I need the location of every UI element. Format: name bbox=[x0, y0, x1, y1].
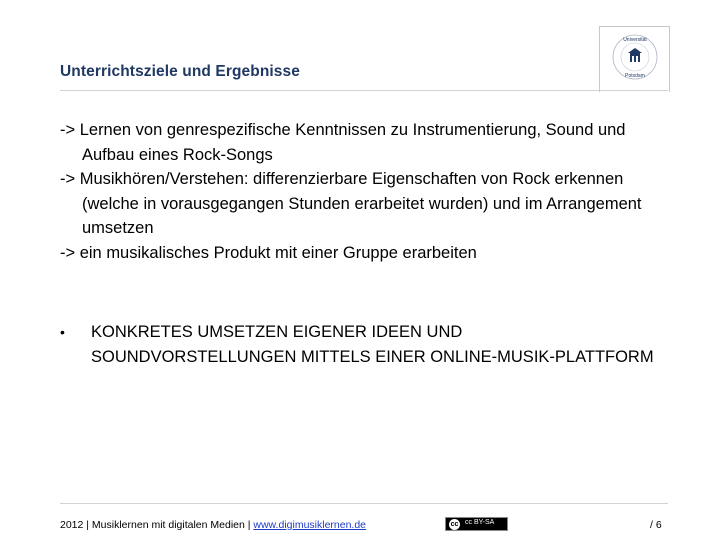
license-badge[interactable] bbox=[445, 517, 508, 531]
logo-arc-bottom: Potsdam bbox=[625, 73, 645, 79]
cc-icon: cc bbox=[450, 521, 459, 528]
footer bbox=[60, 519, 366, 531]
body-line-2: Aufbau eines Rock-Songs bbox=[82, 145, 273, 164]
slide-title: Unterrichtsziele und Ergebnisse bbox=[60, 63, 300, 80]
university-logo bbox=[599, 26, 670, 92]
title-divider bbox=[60, 90, 668, 91]
bullet-line-1: KONKRETES UMSETZEN EIGENER IDEEN UND bbox=[91, 323, 463, 341]
bullet-text bbox=[91, 320, 654, 370]
footer-text: 2012 | Musiklernen mit digitalen Medien | bbox=[60, 519, 254, 531]
body-line-5: umsetzen bbox=[82, 219, 154, 237]
body-line-6: -> ein musikalisches Produkt mit einer Gruppe erarbeiten bbox=[60, 243, 477, 262]
footer-link[interactable]: www.digimusiklernen.de bbox=[253, 519, 367, 531]
footer-divider bbox=[60, 503, 668, 504]
bullet-marker: • bbox=[60, 324, 65, 340]
bullet-line-2: SOUNDVORSTELLUNGEN MITTELS EINER ONLINE-MUSIK-PLATTFORM bbox=[91, 348, 654, 366]
university-seal-icon bbox=[600, 27, 669, 92]
body-line-4: (welche in vorausgegangen Stunden erarbeitet wurden) und im Arrangement bbox=[82, 194, 642, 213]
page-number: / 6 bbox=[650, 519, 662, 531]
body-text bbox=[60, 118, 680, 265]
license-badge-label: cc BY-SA bbox=[465, 519, 495, 526]
body-line-1: -> Lernen von genrespezifische Kenntnissen zu Instrumentierung, Sound und bbox=[60, 121, 626, 139]
logo-arc-top: Universität bbox=[623, 37, 647, 43]
body-line-3: -> Musikhören/Verstehen: differenzierbare Eigenschaften von Rock erkennen bbox=[60, 170, 624, 188]
